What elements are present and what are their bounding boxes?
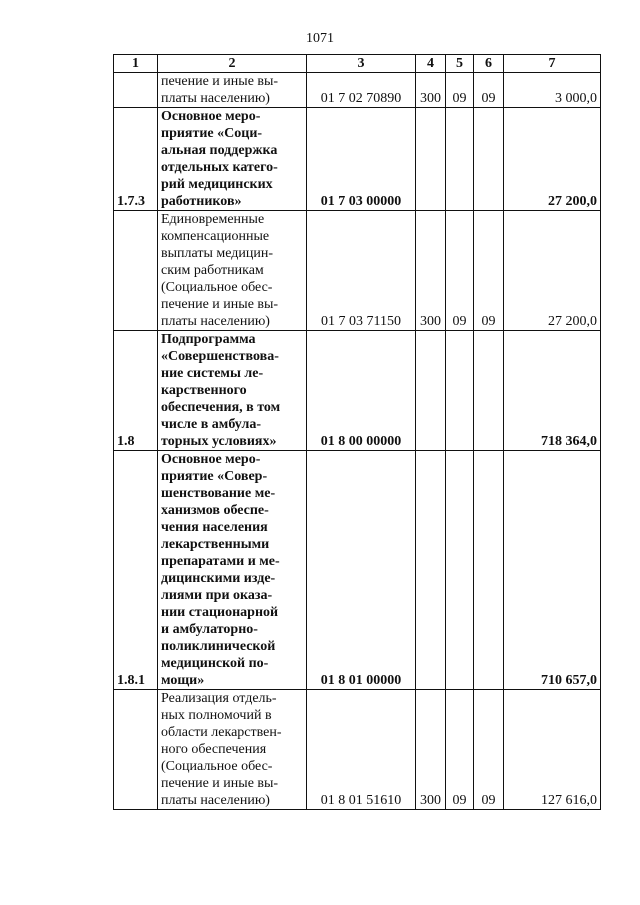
row-col-5: 09 xyxy=(446,73,474,108)
row-col-4: 300 xyxy=(416,690,446,810)
header-col-1: 1 xyxy=(114,55,158,73)
row-name: Реализация отдель- ных полномочий в области лекарствен- ного обеспечения (Социальное обес- печение и иные вы- платы населению) xyxy=(161,691,282,808)
row-col-5: 09 xyxy=(446,690,474,810)
row-number xyxy=(114,73,158,108)
row-col-6 xyxy=(474,108,504,211)
row-amount: 710 657,0 xyxy=(504,451,601,690)
row-number xyxy=(114,690,158,810)
header-col-4: 4 xyxy=(416,55,446,73)
row-number: 1.7.3 xyxy=(114,108,158,211)
header-col-6: 6 xyxy=(474,55,504,73)
row-amount: 27 200,0 xyxy=(504,211,601,331)
row-code: 01 8 01 00000 xyxy=(307,451,416,690)
row-code: 01 7 03 00000 xyxy=(307,108,416,211)
header-col-2: 2 xyxy=(158,55,307,73)
row-col-4 xyxy=(416,451,446,690)
row-col-4: 300 xyxy=(416,73,446,108)
row-number: 1.8.1 xyxy=(114,451,158,690)
row-col-4 xyxy=(416,331,446,451)
table-row xyxy=(114,690,601,810)
row-col-5 xyxy=(446,451,474,690)
row-col-6 xyxy=(474,451,504,690)
page-number: 1071 xyxy=(306,31,334,46)
row-col-6: 09 xyxy=(474,73,504,108)
table-row xyxy=(114,73,601,108)
row-name: Единовременные компенсационные выплаты медицин- ским работникам (Социальное обес- печение и иные вы- платы населению) xyxy=(161,212,279,329)
row-name: печение и иные вы- платы населению) xyxy=(161,74,279,106)
header-row xyxy=(114,55,601,73)
row-col-5 xyxy=(446,331,474,451)
row-col-4: 300 xyxy=(416,211,446,331)
row-amount: 3 000,0 xyxy=(504,73,601,108)
table-row xyxy=(114,108,601,211)
row-col-6: 09 xyxy=(474,690,504,810)
row-code: 01 7 03 71150 xyxy=(307,211,416,331)
row-col-6 xyxy=(474,331,504,451)
row-amount: 127 616,0 xyxy=(504,690,601,810)
row-code: 01 8 01 51610 xyxy=(307,690,416,810)
row-col-5: 09 xyxy=(446,211,474,331)
row-col-4 xyxy=(416,108,446,211)
row-col-6: 09 xyxy=(474,211,504,331)
table-row xyxy=(114,211,601,331)
row-name: Основное меро- приятие «Совер- шенствование ме- ханизмов обеспе- чения населения лекарственными препаратами и ме- дицинскими изде- лиями при оказа- нии стационарной и амбулаторно- поликлинической медицинской по- мощи» xyxy=(161,452,280,688)
row-name: Основное меро- приятие «Соци- альная поддержка отдельных катего- рий медицинских работников» xyxy=(161,109,278,209)
table-row xyxy=(114,331,601,451)
row-name: Подпрограмма «Совершенствова- ние системы ле- карственного обеспечения, в том числе в амбула- торных условиях» xyxy=(161,332,281,449)
header-col-5: 5 xyxy=(446,55,474,73)
header-col-7: 7 xyxy=(504,55,601,73)
row-col-5 xyxy=(446,108,474,211)
row-code: 01 7 02 70890 xyxy=(307,73,416,108)
row-amount: 27 200,0 xyxy=(504,108,601,211)
row-number xyxy=(114,211,158,331)
table-row xyxy=(114,451,601,690)
budget-table xyxy=(113,54,601,810)
row-code: 01 8 00 00000 xyxy=(307,331,416,451)
row-amount: 718 364,0 xyxy=(504,331,601,451)
header-col-3: 3 xyxy=(307,55,416,73)
row-number: 1.8 xyxy=(114,331,158,451)
